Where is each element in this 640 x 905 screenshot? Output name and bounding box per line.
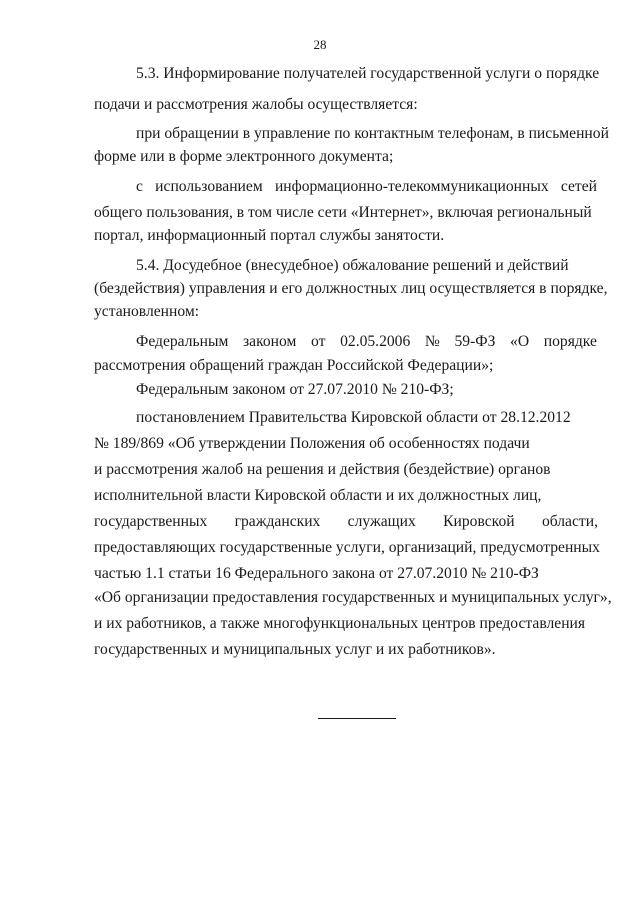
end-divider <box>318 718 396 719</box>
paragraph-resolution-line-2: № 189/869 «Об утверждении Положения об особенностях подачи <box>94 435 530 452</box>
paragraph-law-210-line-1: Федеральным законом от 27.07.2010 № 210-ФЗ; <box>136 381 454 398</box>
paragraph-law-59-line-2: рассмотрения обращений граждан Российской Федерации»; <box>94 357 494 374</box>
paragraph-5-4-line-2: (бездействия) управления и его должностных лиц осуществляется в порядке, <box>94 280 608 297</box>
paragraph-contact-line-2: форме или в форме электронного документа; <box>94 148 394 165</box>
paragraph-resolution-line-1: постановлением Правительства Кировской области от 28.12.2012 <box>136 409 571 426</box>
paragraph-resolution-line-3: и рассмотрения жалоб на решения и действия (бездействие) органов <box>94 461 551 478</box>
paragraph-resolution-line-7: частью 1.1 статьи 16 Федерального закона от 27.07.2010 № 210-ФЗ <box>94 565 539 582</box>
paragraph-internet-line-3: портал, информационный портал службы занятости. <box>94 227 445 244</box>
paragraph-resolution-line-9: и их работников, а также многофункциональных центров предоставления <box>94 615 586 632</box>
paragraph-internet-line-1: с использованием информационно-телекоммуникационных сетей <box>136 178 597 195</box>
paragraph-5-3-line-2: подачи и рассмотрения жалобы осуществляется: <box>94 96 418 113</box>
paragraph-resolution-line-6: предоставляющих государственные услуги, организаций, предусмотренных <box>94 539 600 556</box>
paragraph-contact-line-1: при обращении в управление по контактным телефонам, в письменной <box>136 125 609 142</box>
paragraph-resolution-line-8: «Об организации предоставления государственных и муниципальных услуг», <box>94 589 612 606</box>
paragraph-5-4-line-1: 5.4. Досудебное (внесудебное) обжалование решений и действий <box>136 257 569 274</box>
paragraph-5-3-line-1: 5.3. Информирование получателей государственной услуги о порядке <box>136 65 600 82</box>
paragraph-resolution-line-10: государственных и муниципальных услуг и их работников». <box>94 641 496 658</box>
paragraph-resolution-line-4: исполнительной власти Кировской области и их должностных лиц, <box>94 487 542 504</box>
paragraph-resolution-line-5: государственных гражданских служащих Кировской области, <box>94 513 598 530</box>
page-number: 28 <box>313 37 327 52</box>
paragraph-law-59-line-1: Федеральным законом от 02.05.2006 № 59-ФЗ «О порядке <box>136 333 597 350</box>
paragraph-5-4-line-3: установленном: <box>94 303 200 320</box>
paragraph-internet-line-2: общего пользования, в том числе сети «Интернет», включая региональный <box>94 204 592 221</box>
